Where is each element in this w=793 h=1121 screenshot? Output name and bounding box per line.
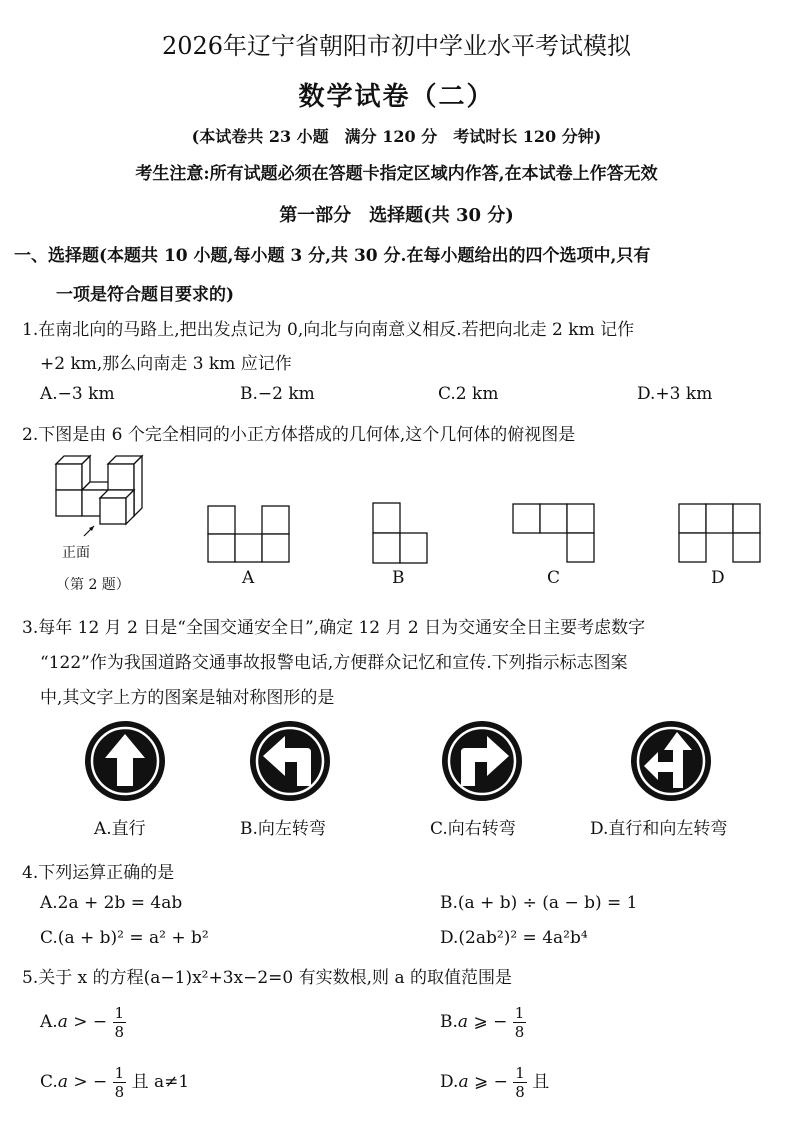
q2-solid-figure <box>48 452 156 538</box>
q5-option-c-fraction: $\frac{1}{8}$ <box>114 1064 125 1101</box>
turn-left-arrow-icon <box>249 720 331 802</box>
q2-label-b: B <box>392 568 405 588</box>
q2-label-d: D <box>711 568 725 588</box>
q5-option-c-and: 且 <box>131 1072 149 1092</box>
q2-text: 2.下图是由 6 个完全相同的小正方体搭成的几何体,这个几何体的俯视图是 <box>22 425 576 445</box>
q5-option-a-fraction: $\frac{1}{8}$ <box>114 1004 125 1041</box>
section-heading-cont: 一项是符合题目要求的) <box>56 285 235 305</box>
q4-text: 4.下列运算正确的是 <box>22 863 175 883</box>
q2-option-d-view <box>677 502 763 564</box>
part-title: 第一部分 选择题(共 30 分) <box>279 205 514 226</box>
straight-arrow-icon <box>84 720 166 802</box>
q2-front-label: 正面 <box>62 545 90 561</box>
q3-line3: 中,其文字上方的图案是轴对称图形的是 <box>40 688 335 708</box>
q1-line2: +2 km,那么向南走 3 km 应记作 <box>40 354 292 374</box>
q3-option-d: D.直行和向左转弯 <box>590 819 728 839</box>
section-heading: 一、选择题(本题共 10 小题,每小题 3 分,共 30 分.在每小题给出的四个选项中,只有 <box>14 246 651 266</box>
q5-option-b-fraction: $\frac{1}{8}$ <box>514 1004 525 1041</box>
q4-option-b: B.(a + b) ÷ (a − b) = 1 <box>440 893 638 913</box>
q5-option-b: B.a ⩾ − $\frac{1}{8}$ <box>440 1004 525 1041</box>
q5-option-a-prefix: A. <box>40 1012 58 1032</box>
q4-option-c: C.(a + b)² = a² + b² <box>40 928 209 948</box>
q3-option-b: B.向左转弯 <box>240 819 326 839</box>
q2-label-a: A <box>242 568 255 588</box>
exam-title: 2026年辽宁省朝阳市初中学业水平考试模拟 <box>161 32 632 60</box>
exam-subtitle: 数学试卷（二） <box>298 82 495 112</box>
q5-option-d: D.a ⩾ − $\frac{1}{8}$ 且 <box>440 1064 550 1101</box>
q3-line2: “122”作为我国道路交通事故报警电话,方便群众记忆和宣传.下列指示标志图案 <box>40 653 628 673</box>
q5-option-d-prefix: D. <box>440 1072 459 1092</box>
q2-option-a-view <box>206 504 292 564</box>
q5-option-d-and: 且 <box>532 1072 550 1092</box>
straight-or-left-arrow-icon <box>630 720 712 802</box>
q5-option-c-neq: a≠1 <box>154 1072 190 1092</box>
exam-notice: 考生注意:所有试题必须在答题卡指定区域内作答,在本试卷上作答无效 <box>135 164 658 184</box>
q5-option-c-prefix: C. <box>40 1072 58 1092</box>
turn-right-arrow-icon <box>441 720 523 802</box>
q2-figure-caption: （第 2 题） <box>56 577 130 593</box>
q1-option-c: C.2 km <box>438 384 499 404</box>
q1-option-a: A.−3 km <box>40 384 115 404</box>
q2-option-b-view <box>371 501 431 565</box>
q1-option-b: B.−2 km <box>240 384 315 404</box>
q3-option-c: C.向右转弯 <box>430 819 516 839</box>
q5-option-a: A.a > − $\frac{1}{8}$ <box>40 1004 125 1041</box>
q3-line1: 3.每年 12 月 2 日是“全国交通安全日”,确定 12 月 2 日为交通安全日主要考虑数字 <box>22 618 646 638</box>
q5-option-c: C.a > − $\frac{1}{8}$ 且 a≠1 <box>40 1064 190 1101</box>
q1-option-d: D.+3 km <box>637 384 713 404</box>
q4-option-d: D.(2ab²)² = 4a²b⁴ <box>440 928 588 948</box>
q5-text: 5.关于 x 的方程(a−1)x²+3x−2=0 有实数根,则 a 的取值范围是 <box>22 968 512 988</box>
q1-line1: 1.在南北向的马路上,把出发点记为 0,向北与向南意义相反.若把向北走 2 km 记作 <box>22 320 635 340</box>
q4-option-a: A.2a + 2b = 4ab <box>40 893 183 913</box>
q2-option-c-view <box>511 502 597 564</box>
q5-option-d-fraction: $\frac{1}{8}$ <box>515 1064 525 1101</box>
q3-option-a: A.直行 <box>94 819 146 839</box>
q5-option-b-prefix: B. <box>440 1012 458 1032</box>
exam-info: (本试卷共 23 小题 满分 120 分 考试时长 120 分钟) <box>191 127 602 146</box>
q2-label-c: C <box>547 568 561 588</box>
